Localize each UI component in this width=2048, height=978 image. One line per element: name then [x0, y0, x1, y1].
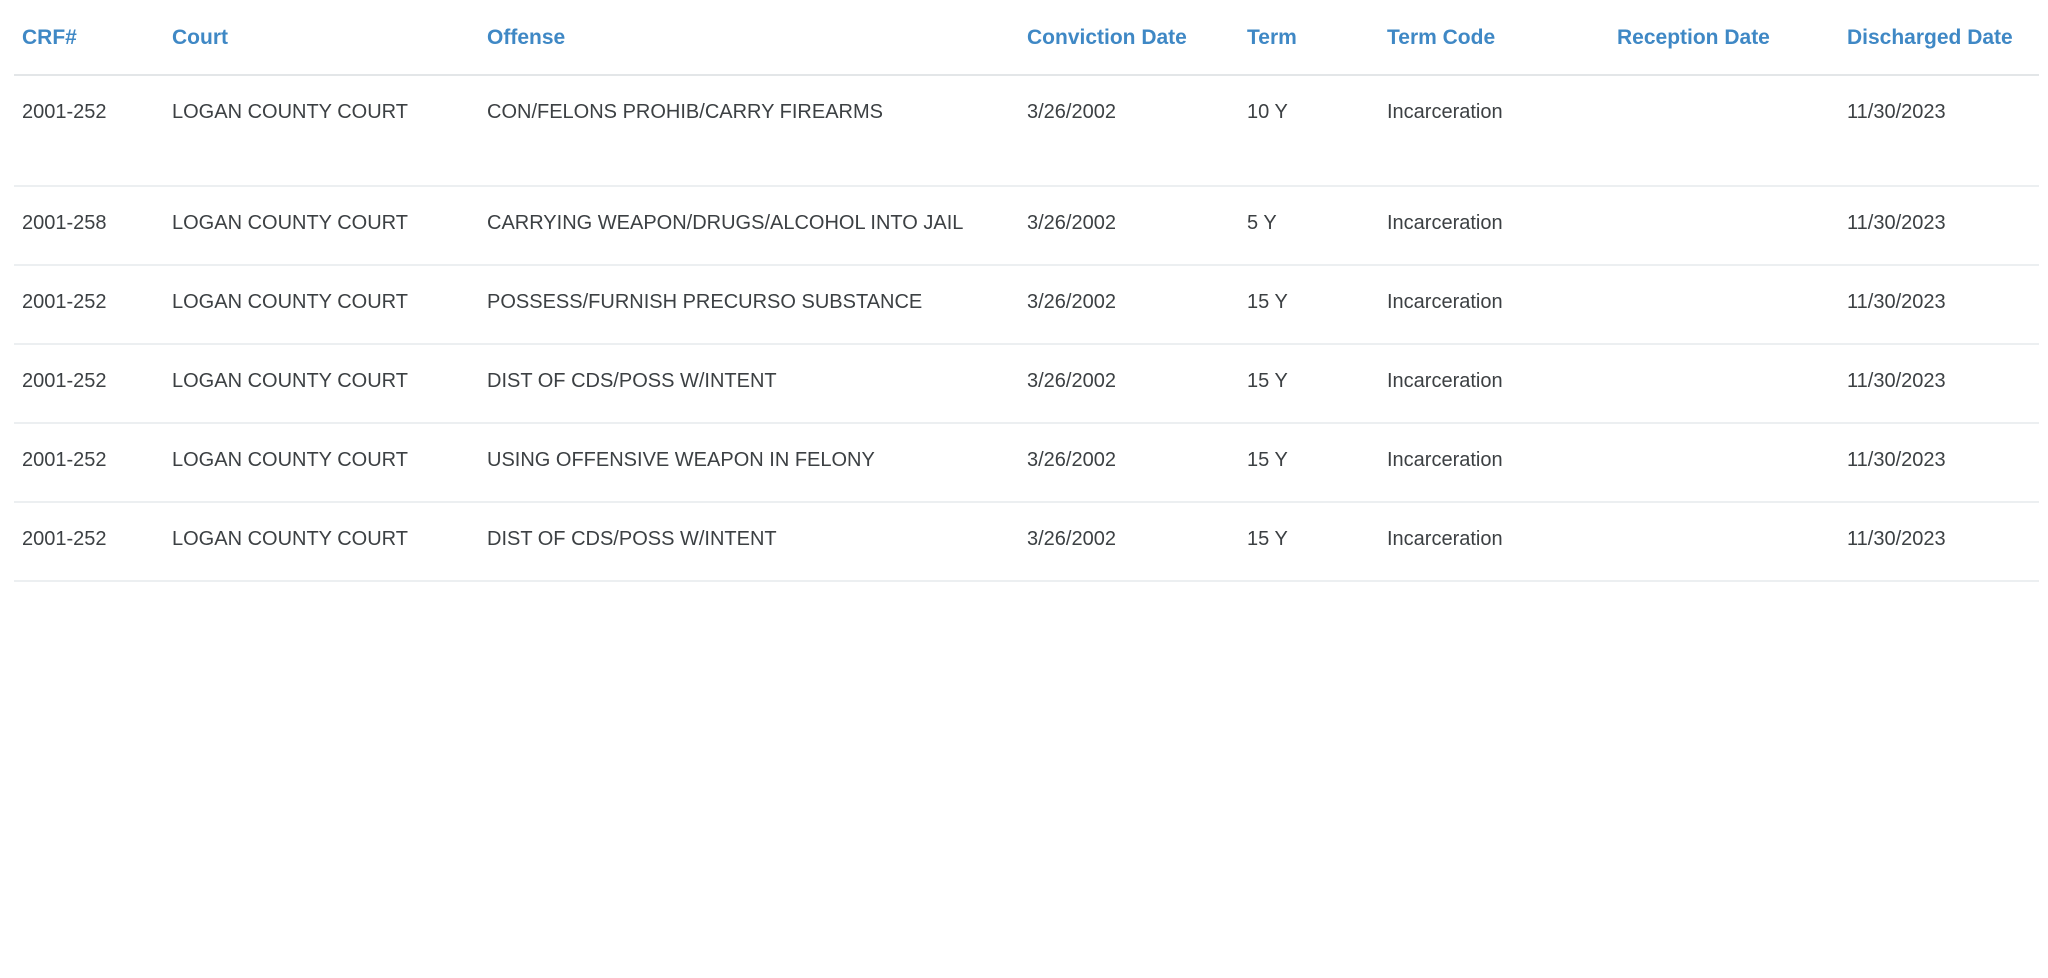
column-header-crf-label: CRF#: [22, 26, 77, 49]
cell-reception-date: [1609, 344, 1839, 423]
cell-discharged-date: 11/30/2023: [1839, 423, 2039, 502]
cell-term: 5 Y: [1239, 186, 1379, 265]
cell-crf: 2001-252: [14, 423, 164, 502]
cell-court: LOGAN COUNTY COURT: [164, 344, 479, 423]
cell-court: LOGAN COUNTY COURT: [164, 75, 479, 186]
cell-conviction-date: 3/26/2002: [1019, 502, 1239, 581]
records-page: [0, 10, 2048, 978]
cell-court: LOGAN COUNTY COURT: [164, 186, 479, 265]
cell-discharged-date: 11/30/2023: [1839, 502, 2039, 581]
cell-term-code: Incarceration: [1379, 344, 1609, 423]
column-header-discharged-date-label: Discharged Date: [1847, 26, 2013, 49]
cell-discharged-date: 11/30/2023: [1839, 186, 2039, 265]
column-header-term[interactable]: [1239, 10, 1379, 75]
cell-conviction-date: 3/26/2002: [1019, 75, 1239, 186]
column-header-term-code[interactable]: [1379, 10, 1609, 75]
table-row[interactable]: [14, 75, 2039, 186]
cell-reception-date: [1609, 265, 1839, 344]
cell-reception-date: [1609, 186, 1839, 265]
column-header-conviction-date[interactable]: [1019, 10, 1239, 75]
cell-discharged-date: 11/30/2023: [1839, 75, 2039, 186]
cell-crf: 2001-252: [14, 502, 164, 581]
cell-conviction-date: 3/26/2002: [1019, 186, 1239, 265]
table-row[interactable]: [14, 186, 2039, 265]
table-row[interactable]: [14, 344, 2039, 423]
cell-term: 10 Y: [1239, 75, 1379, 186]
column-header-term-code-label: Term Code: [1387, 26, 1496, 49]
table-body: [14, 75, 2039, 581]
criminal-records-table: [14, 10, 2039, 582]
cell-court: LOGAN COUNTY COURT: [164, 502, 479, 581]
cell-term-code: Incarceration: [1379, 75, 1609, 186]
column-header-crf[interactable]: [14, 10, 164, 75]
cell-reception-date: [1609, 502, 1839, 581]
cell-term-code: Incarceration: [1379, 423, 1609, 502]
cell-offense: CON/FELONS PROHIB/CARRY FIREARMS: [479, 75, 1019, 186]
cell-offense: POSSESS/FURNISH PRECURSO SUBSTANCE: [479, 265, 1019, 344]
cell-reception-date: [1609, 423, 1839, 502]
column-header-offense[interactable]: [479, 10, 1019, 75]
column-header-reception-date-label: Reception Date: [1617, 26, 1770, 49]
cell-discharged-date: 11/30/2023: [1839, 265, 2039, 344]
cell-court: LOGAN COUNTY COURT: [164, 265, 479, 344]
cell-term: 15 Y: [1239, 265, 1379, 344]
table-header: [14, 10, 2039, 75]
cell-term: 15 Y: [1239, 423, 1379, 502]
cell-offense: DIST OF CDS/POSS W/INTENT: [479, 502, 1019, 581]
cell-crf: 2001-258: [14, 186, 164, 265]
column-header-term-label: Term: [1247, 26, 1297, 49]
cell-term: 15 Y: [1239, 502, 1379, 581]
cell-term-code: Incarceration: [1379, 186, 1609, 265]
cell-term-code: Incarceration: [1379, 265, 1609, 344]
cell-reception-date: [1609, 75, 1839, 186]
table-row[interactable]: [14, 423, 2039, 502]
cell-conviction-date: 3/26/2002: [1019, 265, 1239, 344]
column-header-reception-date[interactable]: [1609, 10, 1839, 75]
column-header-discharged-date[interactable]: [1839, 10, 2039, 75]
cell-offense: USING OFFENSIVE WEAPON IN FELONY: [479, 423, 1019, 502]
cell-offense: CARRYING WEAPON/DRUGS/ALCOHOL INTO JAIL: [479, 186, 1019, 265]
column-header-conviction-date-label: Conviction Date: [1027, 26, 1187, 49]
cell-discharged-date: 11/30/2023: [1839, 344, 2039, 423]
cell-term-code: Incarceration: [1379, 502, 1609, 581]
cell-conviction-date: 3/26/2002: [1019, 423, 1239, 502]
cell-offense: DIST OF CDS/POSS W/INTENT: [479, 344, 1019, 423]
cell-crf: 2001-252: [14, 265, 164, 344]
cell-conviction-date: 3/26/2002: [1019, 344, 1239, 423]
column-header-court-label: Court: [172, 26, 228, 49]
table-row[interactable]: [14, 265, 2039, 344]
cell-term: 15 Y: [1239, 344, 1379, 423]
cell-court: LOGAN COUNTY COURT: [164, 423, 479, 502]
cell-crf: 2001-252: [14, 344, 164, 423]
table-row[interactable]: [14, 502, 2039, 581]
column-header-court[interactable]: [164, 10, 479, 75]
column-header-offense-label: Offense: [487, 26, 566, 49]
cell-crf: 2001-252: [14, 75, 164, 186]
table-header-row: [14, 10, 2039, 75]
